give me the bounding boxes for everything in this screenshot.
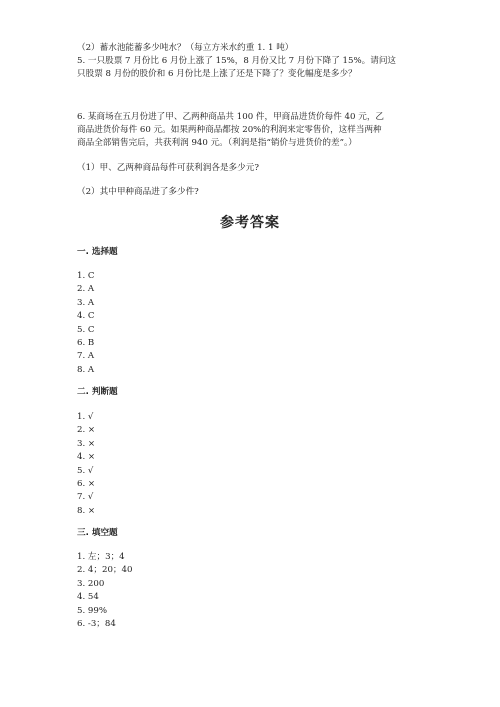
question-block-top xyxy=(77,42,427,81)
answer-list-fill xyxy=(77,551,132,631)
question-5-line-2: 只股票 8 月份的股价和 6 月份比是上涨了还是下降了？变化幅度是多少？ xyxy=(77,68,357,79)
answer-item: 4. × xyxy=(77,452,96,463)
answer-item: 7. A xyxy=(77,351,95,362)
answer-item: 6. B xyxy=(77,338,95,349)
answer-item: 7. √ xyxy=(77,492,94,503)
answer-item: 1. C xyxy=(77,271,95,281)
question-6-line-1: 6. 某商场在五月份进了甲、乙两种商品共 100 件，甲商品进货价每件 40 元，乙 xyxy=(77,112,385,122)
answer-item: 5. C xyxy=(77,324,95,335)
answer-item: 4. C xyxy=(77,311,95,322)
section-heading-choice: 一. 选择题 xyxy=(77,247,118,257)
answer-item: 5. √ xyxy=(77,465,94,476)
answer-item: 2. A xyxy=(77,284,95,295)
question-6-line-2: 商品进货价每件 60 元。如果两种商品都按 20%的利润来定零售价，这样当两种 xyxy=(77,124,382,135)
answer-item: 3. A xyxy=(77,297,95,308)
answer-item: 6. × xyxy=(77,479,96,490)
answer-list-judgment xyxy=(77,411,95,518)
answer-item: 3. 200 xyxy=(77,578,105,589)
answer-item: 2. 4；20；40 xyxy=(77,565,133,576)
answer-item: 2. × xyxy=(77,425,96,436)
answer-item: 1. 左；3；4 xyxy=(77,552,125,562)
answer-item: 4. 54 xyxy=(77,592,99,603)
answer-item: 5. 99% xyxy=(77,605,108,616)
answer-item: 6. -3；84 xyxy=(77,619,116,630)
answer-item: 3. × xyxy=(77,438,96,449)
section-heading-judgment: 二. 判断题 xyxy=(77,387,118,397)
question-part-2: （2）蓄水池能蓄多少吨水？（每立方米水约重 1. 1 吨） xyxy=(77,43,294,53)
section-heading-fill: 三. 填空题 xyxy=(77,528,118,538)
answer-title: 参考答案 xyxy=(220,215,280,231)
answer-item: 8. × xyxy=(77,505,96,516)
question-6-block xyxy=(77,111,427,150)
question-6-sub-2-block xyxy=(77,186,427,199)
question-6-sub-1-block xyxy=(77,162,427,175)
question-5-line-1: 5. 一只股票 7 月份比 6 月份上涨了 15%，8 月份又比 7 月份下降了 15%。请问这 xyxy=(77,55,397,66)
question-6-line-3: 商品全部销售完后，共获利润 940 元。（利润是指“销价与进货价的差”。） xyxy=(77,137,357,148)
question-6-sub-1: （1）甲、乙两种商品每件可获利润各是多少元? xyxy=(77,163,259,173)
answer-list-choice xyxy=(77,270,95,377)
question-6-sub-2: （2）其中甲种商品进了多少件? xyxy=(77,187,199,197)
answer-item: 8. A xyxy=(77,364,95,375)
answer-item: 1. √ xyxy=(77,412,94,422)
